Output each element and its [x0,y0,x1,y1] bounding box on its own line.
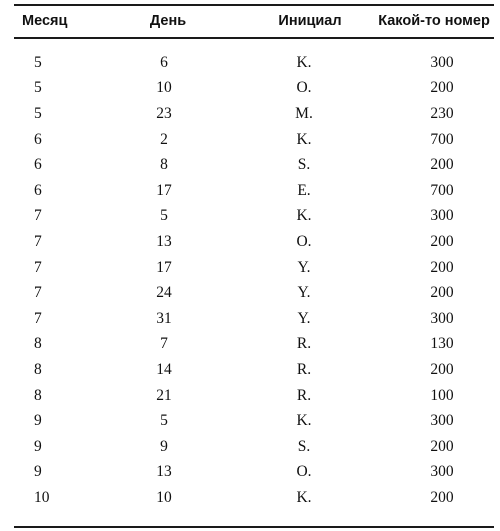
table-row [14,357,494,383]
cell-initial: Y. [297,258,311,276]
cell-month: 8 [34,360,42,378]
cell-number: 200 [430,360,454,378]
cell-initial: O. [296,463,312,481]
cell-month: 7 [34,258,42,276]
table-row [14,280,494,306]
cell-initial: M. [295,104,313,122]
table-row [14,229,494,255]
cell-number: 200 [430,284,454,302]
cell-month: 8 [34,335,42,353]
table-row [14,332,494,358]
header-initial: Инициал [278,13,342,29]
cell-day: 9 [160,437,168,455]
cell-day: 2 [160,130,168,148]
cell-month: 9 [34,463,42,481]
cell-day: 21 [156,386,172,404]
cell-number: 300 [430,412,454,430]
cell-month: 7 [34,284,42,302]
cell-number: 200 [430,232,454,250]
cell-month: 7 [34,232,42,250]
table-row [14,50,494,76]
cell-initial: E. [297,181,311,199]
cell-number: 300 [430,53,454,71]
cell-initial: K. [296,207,312,225]
header-spacer [14,36,494,50]
cell-day: 13 [156,463,172,481]
cell-month: 6 [34,181,42,199]
cell-month: 7 [34,207,42,225]
table-row [14,178,494,204]
cell-day: 14 [156,360,172,378]
cell-month: 5 [34,79,42,97]
cell-initial: O. [296,79,312,97]
cell-month: 9 [34,437,42,455]
table-row [14,434,494,460]
cell-number: 200 [430,156,454,174]
cell-number: 230 [430,104,454,122]
header-number: Какой-то номер [378,13,490,29]
cell-day: 23 [156,104,172,122]
cell-initial: K. [296,130,312,148]
cell-month: 9 [34,412,42,430]
cell-number: 200 [430,437,454,455]
table-row [14,204,494,230]
header-day: День [149,13,187,29]
cell-initial: K. [296,53,312,71]
cell-number: 300 [430,207,454,225]
table-row [14,76,494,102]
cell-month: 5 [34,53,42,71]
table-row [14,383,494,409]
cell-number: 200 [430,488,454,506]
cell-day: 6 [160,53,168,71]
table-row [14,255,494,281]
table-row [14,460,494,486]
cell-initial: O. [296,232,312,250]
cell-day: 7 [160,335,168,353]
cell-day: 17 [156,181,172,199]
table-bottom-rule [14,526,494,528]
cell-number: 700 [430,130,454,148]
cell-month: 6 [34,156,42,174]
table-header [14,6,494,36]
cell-month: 8 [34,386,42,404]
cell-month: 6 [34,130,42,148]
cell-day: 17 [156,258,172,276]
cell-number: 200 [430,258,454,276]
cell-number: 700 [430,181,454,199]
header-month: Месяц [22,13,68,29]
table-body [14,36,494,511]
data-table [14,6,494,511]
table-row [14,152,494,178]
cell-day: 5 [160,207,168,225]
cell-initial: R. [296,335,312,353]
cell-initial: R. [296,386,312,404]
cell-day: 13 [156,232,172,250]
cell-initial: K. [296,412,312,430]
cell-initial: K. [296,488,312,506]
table-row [14,485,494,511]
table-row [14,306,494,332]
cell-initial: Y. [297,309,311,327]
cell-number: 130 [430,335,454,353]
cell-day: 10 [156,488,172,506]
header-row [14,6,494,36]
cell-month: 5 [34,104,42,122]
cell-number: 300 [430,309,454,327]
cell-month: 7 [34,309,42,327]
cell-initial: S. [297,156,311,174]
table-row [14,101,494,127]
cell-number: 300 [430,463,454,481]
cell-day: 5 [160,412,168,430]
cell-month: 10 [34,488,50,506]
cell-initial: R. [296,360,312,378]
cell-initial: S. [297,437,311,455]
cell-day: 24 [156,284,172,302]
table-row [14,408,494,434]
cell-day: 10 [156,79,172,97]
table-row [14,127,494,153]
cell-day: 8 [160,156,168,174]
cell-initial: Y. [297,284,311,302]
cell-number: 100 [430,386,454,404]
cell-day: 31 [156,309,172,327]
cell-number: 200 [430,79,454,97]
